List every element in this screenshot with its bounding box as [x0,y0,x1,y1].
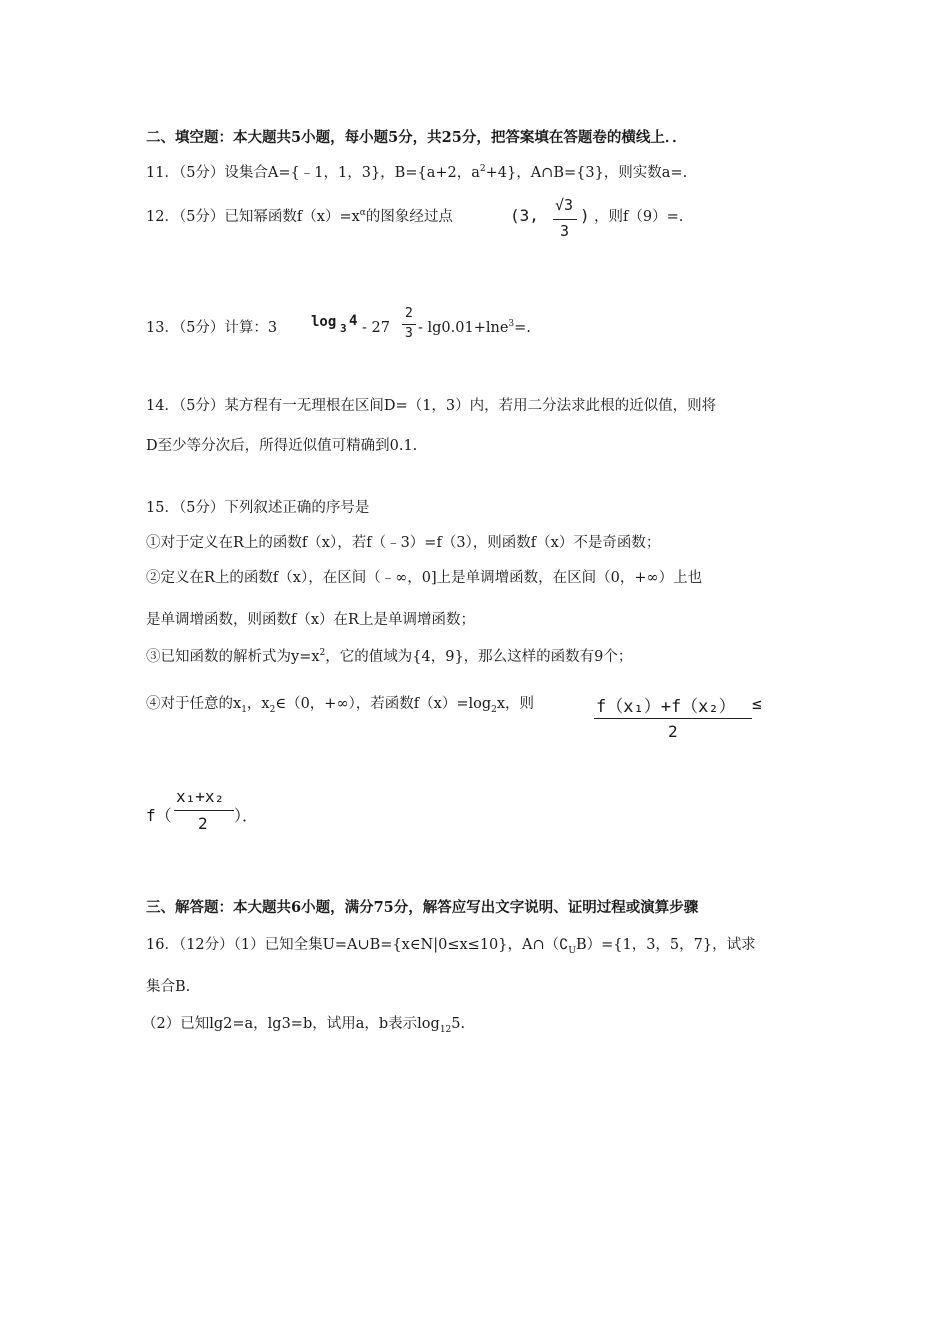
q15-item4-text-b: ，x [246,696,270,712]
q12-exponent: α [359,208,366,219]
q16-text-b: B）={1，3，5，7}，试求 [575,937,756,953]
q15-frac2-denominator: 2 [198,814,208,833]
question-14-line-2: D至少等分次后，所得近似值可精确到0.1. [146,438,418,454]
q15-item3-exponent: 2 [319,648,326,659]
q16-text-a: 16．（12分）（1）已知全集U=A∪B={x∈N|0≤x≤10}，A∩（∁ [146,937,569,953]
q15-item4-sub-2: 2 [269,704,276,715]
question-16-line-1 [146,935,756,955]
q12-fraction-bar [553,219,577,220]
q13-text-rest: - lg0.01+lne [418,320,509,336]
q12-point-close: ) [580,206,590,225]
q13-exponent: 3 [508,319,515,330]
q15-item3-text: ③已知函数的解析式为y=x [146,649,320,665]
q12-text-end: ，则f（9）=. [594,209,684,225]
q12-text-mid: 的图象经过点 [365,209,453,225]
q13-exp-numerator: 2 [405,306,413,321]
q16-log-base: 12 [439,1024,452,1035]
question-11 [146,163,687,183]
section-3-heading: 三、解答题：本大题共6小题，满分75分，解答应写出文字说明、证明过程或演算步骤 [146,899,699,916]
q13-exp-bar [402,324,416,325]
question-12 [146,207,453,227]
q16-sub-u: U [568,945,576,956]
question-16-line-3 [142,1014,465,1034]
q11-text: 11．（5分）设集合A={﹣1，1，3}，B={a+2，a [146,165,480,181]
q15-frac2-bar [174,810,234,811]
q13-minus-27: - 27 [362,320,390,336]
q15-item4-text-d: x，则 [496,696,535,712]
question-15-stem: 15．（5分）下列叙述正确的序号是 [146,500,370,516]
q12-point-open: (3, [510,206,539,225]
question-14-line-1: 14．（5分）某方程有一无理根在区间D=（1，3）内，若用二分法求此根的近似值，则将 [146,398,717,414]
q16-text-d: 5. [451,1016,466,1032]
question-15-item-1: ①对于定义在R上的函数f（x），若f（﹣3）=f（3），则函数f（x）不是奇函数； [146,535,661,551]
q15-frac1-bar [594,718,752,719]
q15-leq: ≤ [752,694,762,713]
q11-exponent: 2 [479,164,486,175]
q15-item3-text-end: ，它的值域为{4，9}，那么这样的函数有9个； [325,649,633,665]
q15-frac1-numerator: f（x₁）+f（x₂） [596,697,736,717]
question-15-item-4 [146,694,534,714]
question-16-line-2: 集合B. [146,979,191,995]
q13-exp-denominator: 3 [405,326,413,341]
question-15-item-2-line-2: 是单调增函数，则函数f（x）在R上是单调增函数； [146,612,475,628]
q15-item4-text-a: ④对于任意的x [146,696,242,712]
q13-log-base: 3 [340,322,347,335]
question-15-item-2-line-1: ②定义在R上的函数f（x），在区间（﹣∞，0]上是单调增函数，在区间（0，+∞）上也 [146,570,703,586]
question-15-item-3 [146,647,632,667]
q13-text-end [418,318,531,338]
q15-item4-sub-3: 2 [491,704,497,715]
q15-f2-suffix: ）． [234,806,259,825]
q13-log: log [311,314,337,330]
q15-item4-sub-1: 1 [241,704,247,715]
q11-text-end: +4}，A∩B={3}，则实数a=. [485,165,688,181]
q13-log-arg: 4 [349,313,358,329]
q15-frac2-numerator: x₁+x₂ [176,787,225,806]
q12-point-numerator: √3 [555,196,574,214]
q12-point-denominator: 3 [560,222,570,240]
q15-f2-prefix: f（ [146,806,172,825]
question-13-label: 13．（5分）计算：3 [146,320,278,336]
section-2-heading: 二、填空题：本大题共5小题，每小题5分，共25分，把答案填在答题卷的横线上．． [146,129,687,146]
q12-text: 12．（5分）已知幂函数f（x）=x [146,209,360,225]
q13-text-tail: =. [514,320,531,336]
q15-frac1-denominator: 2 [668,722,678,741]
q16-text-c: （2）已知lg2=a，lg3=b，试用a，b表示log [142,1016,440,1032]
q15-item4-text-c: ∈（0，+∞），若函数f（x）=log [275,696,492,712]
